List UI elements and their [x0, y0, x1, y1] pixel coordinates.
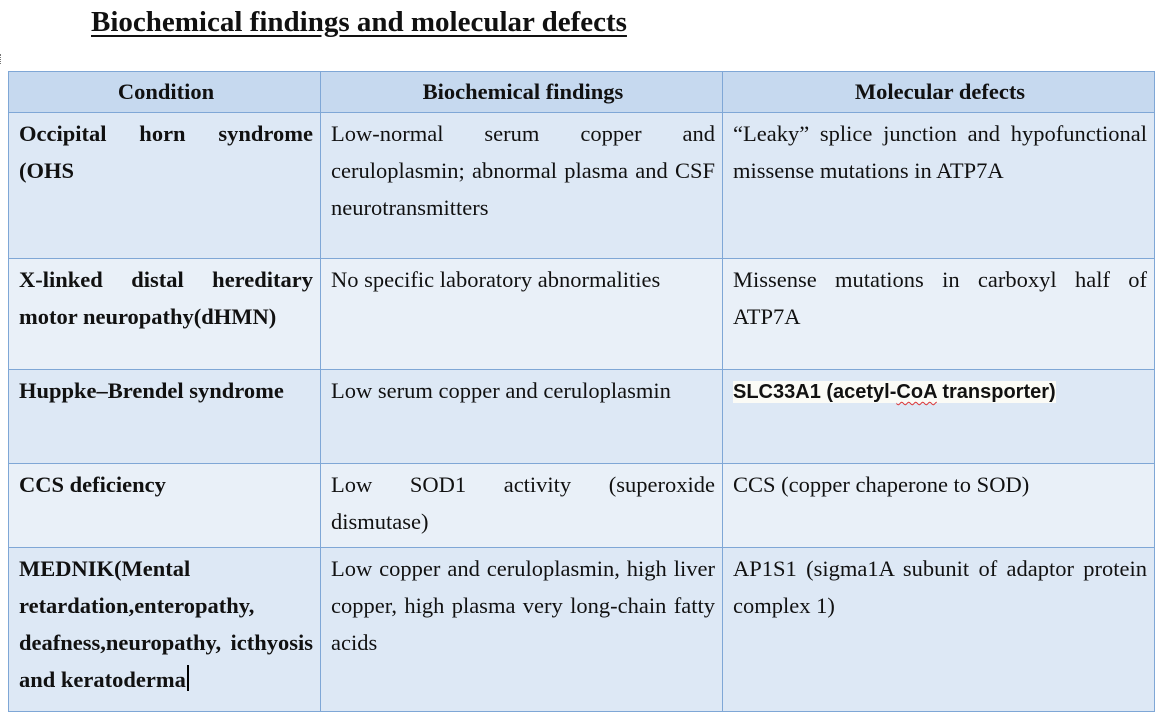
table-row — [9, 370, 1155, 464]
spellcheck-flagged-word: CoA — [896, 381, 937, 403]
molecular-cell: “Leaky” splice junction and hypofunctional missense mutations in ATP7A — [723, 113, 1155, 259]
biochemical-cell: Low SOD1 activity (superoxide dismutase) — [321, 464, 723, 548]
biochemical-cell: Low copper and ceruloplasmin, high liver copper, high plasma very long-chain fatty acids — [321, 548, 723, 712]
condition-cell[interactable]: MEDNIK(Mental retardation,enteropathy, deafness,neuropathy, icthyosis and keratoderma — [9, 548, 321, 712]
biochemical-cell: Low serum copper and ceruloplasmin — [321, 370, 723, 464]
column-header-molecular: Molecular defects — [723, 72, 1155, 113]
findings-table — [8, 71, 1155, 712]
condition-cell: X-linked distal hereditary motor neuropathy(dHMN) — [9, 259, 321, 370]
table-header-row — [9, 72, 1155, 113]
table-row — [9, 464, 1155, 548]
condition-cell: CCS deficiency — [9, 464, 321, 548]
biochemical-cell: Low-normal serum copper and ceruloplasmin; abnormal plasma and CSF neurotransmitters — [321, 113, 723, 259]
table-row — [9, 548, 1155, 712]
column-header-biochemical: Biochemical findings — [321, 72, 723, 113]
molecular-cell — [723, 370, 1155, 464]
molecular-text: SLC33A1 (acetyl-CoA transporter) — [733, 381, 1056, 403]
condition-cell: Huppke–Brendel syndrome — [9, 370, 321, 464]
anchor-mark — [0, 54, 5, 64]
molecular-cell: AP1S1 (sigma1A subunit of adaptor protein complex 1) — [723, 548, 1155, 712]
condition-cell: Occipital horn syndrome (OHS — [9, 113, 321, 259]
column-header-condition: Condition — [9, 72, 321, 113]
biochemical-cell: No specific laboratory abnormalities — [321, 259, 723, 370]
molecular-cell: CCS (copper chaperone to SOD) — [723, 464, 1155, 548]
table-row — [9, 113, 1155, 259]
text-cursor — [187, 665, 189, 691]
table-row — [9, 259, 1155, 370]
page-title: Biochemical findings and molecular defects — [91, 6, 627, 38]
molecular-cell: Missense mutations in carboxyl half of ATP7A — [723, 259, 1155, 370]
